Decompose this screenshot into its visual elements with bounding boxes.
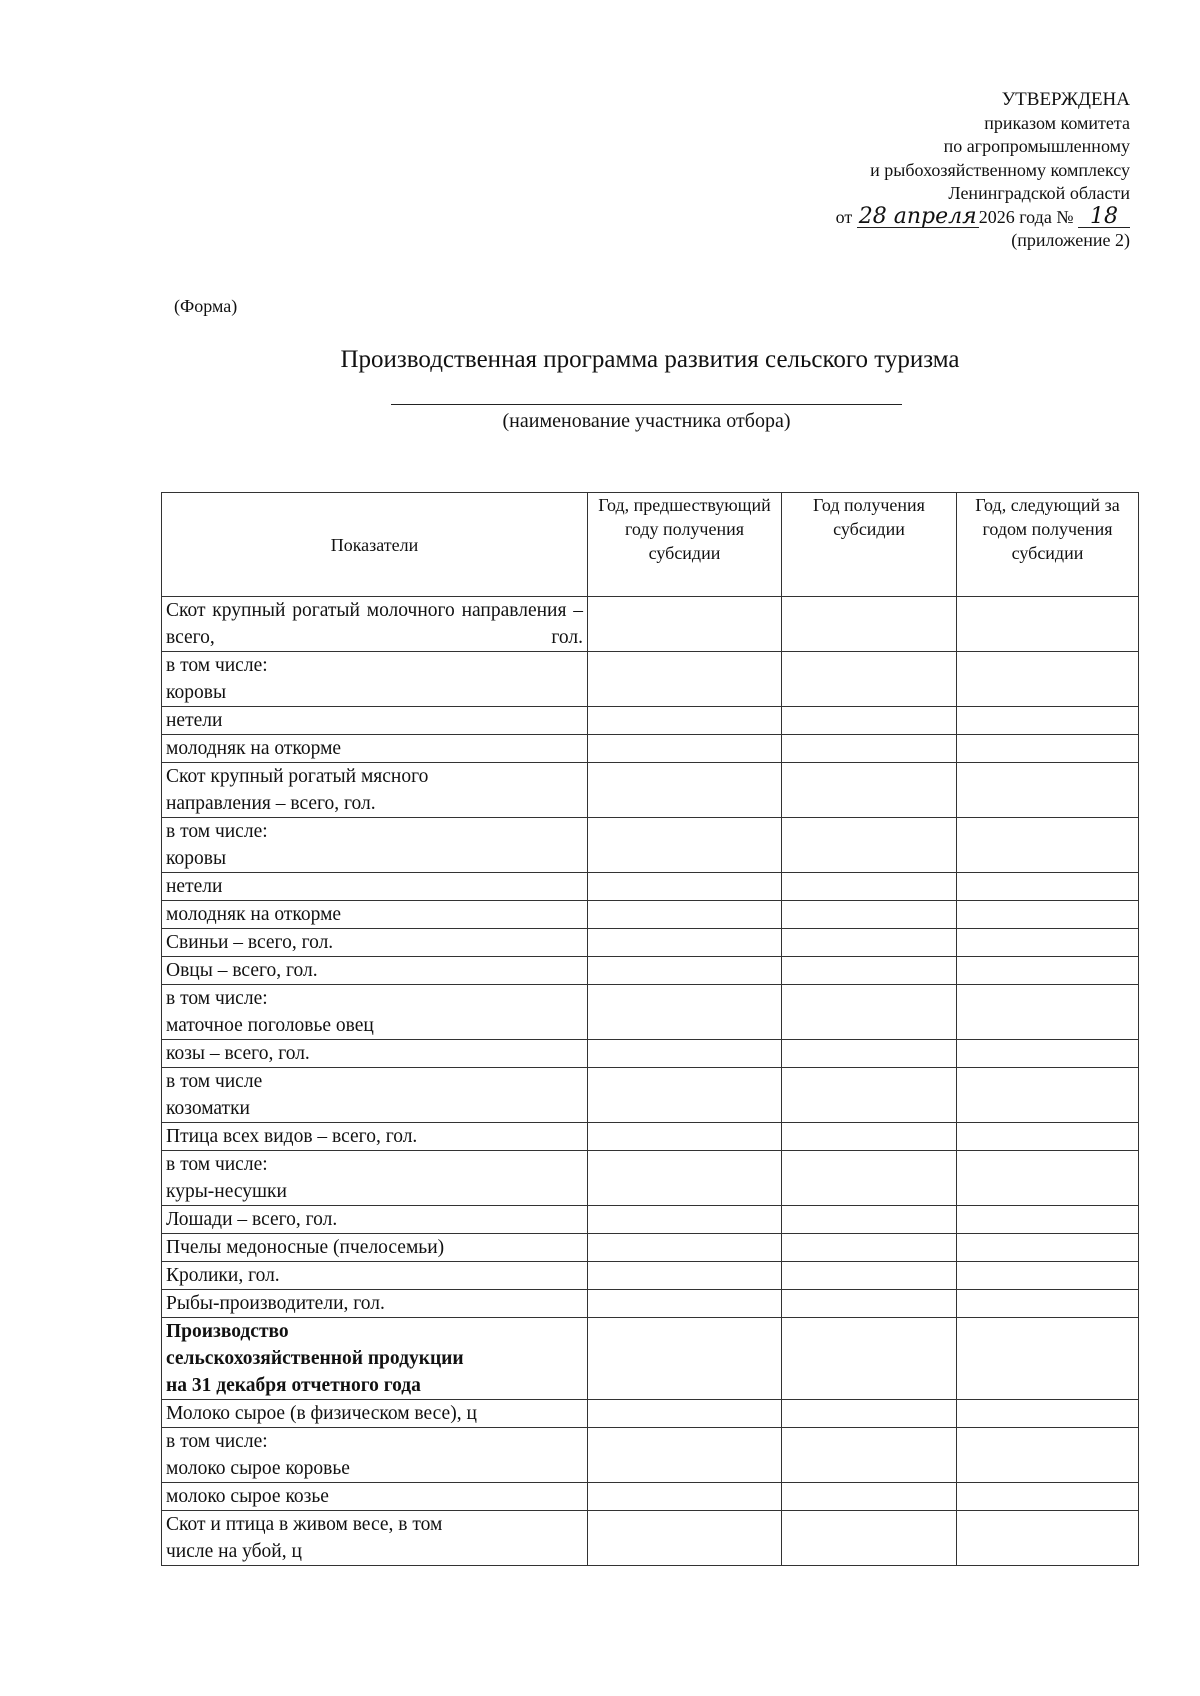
indicator-label [162, 1290, 588, 1318]
value-prev-year-cell[interactable] [588, 597, 782, 652]
value-next-year-cell[interactable] [957, 1068, 1139, 1123]
value-subsidy-year-cell[interactable] [782, 901, 957, 929]
indicator-label-line: нетели [166, 710, 223, 731]
value-subsidy-year-cell[interactable] [782, 1068, 957, 1123]
value-subsidy-year-cell[interactable] [782, 1206, 957, 1234]
indicator-label-line: в том числе [166, 1071, 263, 1092]
indicator-label [162, 985, 588, 1040]
value-subsidy-year-cell[interactable] [782, 929, 957, 957]
indicator-label-line: Скот крупный рогатый молочного направления – всего, гол. [166, 600, 583, 648]
indicator-label [162, 735, 588, 763]
table-row [162, 1428, 1139, 1483]
indicator-label [162, 763, 588, 818]
table-header-row [162, 493, 1139, 597]
indicator-label [162, 707, 588, 735]
value-subsidy-year-cell[interactable] [782, 763, 957, 818]
value-subsidy-year-cell[interactable] [782, 735, 957, 763]
value-next-year-cell[interactable] [957, 1318, 1139, 1400]
table-row [162, 1123, 1139, 1151]
value-subsidy-year-cell[interactable] [782, 1151, 957, 1206]
indicator-label [162, 1151, 588, 1206]
table-row [162, 1040, 1139, 1068]
value-prev-year-cell[interactable] [588, 818, 782, 873]
table-row [162, 1151, 1139, 1206]
indicator-label-line: сельскохозяйственной продукции [166, 1348, 464, 1369]
approval-line: по агропромышленному [943, 136, 1130, 156]
indicator-label [162, 1234, 588, 1262]
value-next-year-cell[interactable] [957, 1151, 1139, 1206]
indicator-label [162, 652, 588, 707]
indicator-label-line: Свиньи – всего, гол. [166, 932, 334, 953]
value-prev-year-cell[interactable] [588, 1511, 782, 1566]
indicator-label-line: Лошади – всего, гол. [166, 1209, 338, 1230]
value-subsidy-year-cell[interactable] [782, 1511, 957, 1566]
indicator-label-line: куры-несушки [166, 1181, 287, 1202]
approval-line: Ленинградской области [948, 183, 1130, 203]
indicator-label-line: числе на убой, ц [166, 1541, 302, 1562]
indicator-label-line: в том числе: [166, 1431, 268, 1452]
indicator-label [162, 1068, 588, 1123]
header-prev-year: Год, предшествующий году получения субсидии [588, 493, 782, 597]
approval-block [836, 88, 1130, 253]
indicator-label-line: козы – всего, гол. [166, 1043, 310, 1064]
value-subsidy-year-cell[interactable] [782, 873, 957, 901]
value-prev-year-cell[interactable] [588, 929, 782, 957]
value-prev-year-cell[interactable] [588, 957, 782, 985]
indicator-label [162, 1040, 588, 1068]
table-row [162, 929, 1139, 957]
value-prev-year-cell[interactable] [588, 985, 782, 1040]
indicator-label-line: в том числе: [166, 821, 268, 842]
value-subsidy-year-cell[interactable] [782, 597, 957, 652]
value-subsidy-year-cell[interactable] [782, 1123, 957, 1151]
value-subsidy-year-cell[interactable] [782, 652, 957, 707]
value-next-year-cell[interactable] [957, 763, 1139, 818]
table-body [162, 597, 1139, 1566]
value-prev-year-cell[interactable] [588, 1290, 782, 1318]
indicator-label-line: молоко сырое коровье [166, 1458, 350, 1479]
table-row [162, 1483, 1139, 1511]
value-prev-year-cell[interactable] [588, 1206, 782, 1234]
document-title: Производственная программа развития сельского туризма [340, 346, 960, 373]
indicator-label [162, 1400, 588, 1428]
indicator-label-line: молодняк на откорме [166, 904, 342, 925]
date-prefix: от [835, 206, 853, 227]
indicator-label [162, 957, 588, 985]
table-row [162, 1400, 1139, 1428]
indicator-label-line: Молоко сырое (в физическом весе), ц [166, 1403, 477, 1424]
appendix-label: (приложение 2) [1011, 230, 1130, 250]
indicator-label [162, 1428, 588, 1483]
value-next-year-cell[interactable] [957, 1428, 1139, 1483]
value-next-year-cell[interactable] [957, 1234, 1139, 1262]
indicator-label-line: коровы [166, 682, 227, 703]
header-subsidy-year: Год получения субсидии [782, 493, 957, 597]
handwritten-date: 28 апреля [857, 207, 979, 228]
indicator-label-line: на 31 декабря отчетного года [166, 1375, 421, 1396]
indicator-label-line: Пчелы медоносные (пчелосемьи) [166, 1237, 445, 1258]
table-row [162, 1206, 1139, 1234]
value-next-year-cell[interactable] [957, 1262, 1139, 1290]
indicator-label-line: Кролики, гол. [166, 1265, 280, 1286]
value-subsidy-year-cell[interactable] [782, 1318, 957, 1400]
value-prev-year-cell[interactable] [588, 1428, 782, 1483]
value-prev-year-cell[interactable] [588, 901, 782, 929]
table-row [162, 652, 1139, 707]
indicator-label-line: Скот и птица в живом весе, в том [166, 1514, 443, 1535]
value-subsidy-year-cell[interactable] [782, 1290, 957, 1318]
value-next-year-cell[interactable] [957, 957, 1139, 985]
approval-line: и рыбохозяйственному комплексу [870, 159, 1130, 180]
value-prev-year-cell[interactable] [588, 707, 782, 735]
table-row [162, 985, 1139, 1040]
indicator-label-line: Овцы – всего, гол. [166, 960, 318, 981]
value-prev-year-cell[interactable] [588, 1318, 782, 1400]
table-row [162, 707, 1139, 735]
table-row [162, 735, 1139, 763]
value-next-year-cell[interactable] [957, 1290, 1139, 1318]
indicator-label-line: маточное поголовье овец [166, 1015, 374, 1036]
indicators-table [161, 492, 1139, 1566]
table-row [162, 1262, 1139, 1290]
header-indicators: Показатели [162, 493, 588, 597]
indicator-label [162, 1123, 588, 1151]
indicator-label-line: Производство [166, 1321, 289, 1342]
value-prev-year-cell[interactable] [588, 735, 782, 763]
value-subsidy-year-cell[interactable] [782, 707, 957, 735]
indicator-label [162, 1206, 588, 1234]
table-row [162, 1234, 1139, 1262]
value-next-year-cell[interactable] [957, 901, 1139, 929]
value-next-year-cell[interactable] [957, 707, 1139, 735]
table-row [162, 1290, 1139, 1318]
value-next-year-cell[interactable] [957, 1123, 1139, 1151]
value-next-year-cell[interactable] [957, 652, 1139, 707]
indicator-label-line: молодняк на откорме [166, 738, 342, 759]
indicator-label [162, 1511, 588, 1566]
value-subsidy-year-cell[interactable] [782, 985, 957, 1040]
value-subsidy-year-cell[interactable] [782, 957, 957, 985]
value-next-year-cell[interactable] [957, 1483, 1139, 1511]
value-prev-year-cell[interactable] [588, 1068, 782, 1123]
value-subsidy-year-cell[interactable] [782, 1428, 957, 1483]
indicator-label [162, 873, 588, 901]
value-next-year-cell[interactable] [957, 873, 1139, 901]
value-prev-year-cell[interactable] [588, 873, 782, 901]
indicator-label [162, 929, 588, 957]
table-row [162, 818, 1139, 873]
value-prev-year-cell[interactable] [588, 1040, 782, 1068]
indicator-label [162, 1318, 588, 1400]
value-prev-year-cell[interactable] [588, 1262, 782, 1290]
value-next-year-cell[interactable] [957, 1400, 1139, 1428]
indicator-label-line: коровы [166, 848, 227, 869]
indicator-label [162, 1483, 588, 1511]
handwritten-number: 18 [1078, 207, 1130, 228]
value-next-year-cell[interactable] [957, 929, 1139, 957]
indicator-label [162, 901, 588, 929]
value-prev-year-cell[interactable] [588, 763, 782, 818]
table-row [162, 901, 1139, 929]
form-label: (Форма) [174, 296, 238, 316]
indicator-label [162, 818, 588, 873]
value-prev-year-cell[interactable] [588, 1123, 782, 1151]
value-next-year-cell[interactable] [957, 985, 1139, 1040]
indicator-label-line: в том числе: [166, 1154, 268, 1175]
indicator-label-line: направления – всего, гол. [166, 793, 376, 814]
table-row [162, 1318, 1139, 1400]
table-row [162, 957, 1139, 985]
indicator-label [162, 597, 588, 652]
indicator-label-line: Скот крупный рогатый мясного [166, 766, 429, 787]
indicator-label-line: в том числе: [166, 655, 268, 676]
indicator-label [162, 1262, 588, 1290]
indicator-label-line: нетели [166, 876, 223, 897]
approval-date-line [835, 203, 1130, 230]
value-subsidy-year-cell[interactable] [782, 1040, 957, 1068]
value-prev-year-cell[interactable] [588, 1400, 782, 1428]
indicator-label-line: Птица всех видов – всего, гол. [166, 1126, 418, 1147]
value-next-year-cell[interactable] [957, 1040, 1139, 1068]
value-prev-year-cell[interactable] [588, 1234, 782, 1262]
value-next-year-cell[interactable] [957, 735, 1139, 763]
value-prev-year-cell[interactable] [588, 652, 782, 707]
indicator-label-line: в том числе: [166, 988, 268, 1009]
indicator-label-line: Рыбы-производители, гол. [166, 1293, 385, 1314]
value-next-year-cell[interactable] [957, 597, 1139, 652]
table-row [162, 1068, 1139, 1123]
value-next-year-cell[interactable] [957, 1206, 1139, 1234]
header-next-year: Год, следующий за годом получения субсидии [957, 493, 1139, 597]
participant-caption: (наименование участника отбора) [502, 410, 791, 432]
table-row [162, 597, 1139, 652]
value-next-year-cell[interactable] [957, 818, 1139, 873]
table-row [162, 1511, 1139, 1566]
value-prev-year-cell[interactable] [588, 1151, 782, 1206]
indicator-label-line: молоко сырое козье [166, 1486, 329, 1507]
value-subsidy-year-cell[interactable] [782, 1234, 957, 1262]
approval-line: УТВЕРЖДЕНА [1001, 89, 1130, 110]
value-prev-year-cell[interactable] [588, 1483, 782, 1511]
value-next-year-cell[interactable] [957, 1511, 1139, 1566]
value-subsidy-year-cell[interactable] [782, 1483, 957, 1511]
value-subsidy-year-cell[interactable] [782, 1400, 957, 1428]
year-text: 2026 года № [978, 206, 1074, 227]
value-subsidy-year-cell[interactable] [782, 1262, 957, 1290]
indicator-label-line: козоматки [166, 1098, 250, 1119]
table-row [162, 873, 1139, 901]
approval-line: приказом комитета [984, 112, 1130, 133]
table-row [162, 763, 1139, 818]
value-subsidy-year-cell[interactable] [782, 818, 957, 873]
participant-name-line[interactable] [391, 404, 902, 405]
